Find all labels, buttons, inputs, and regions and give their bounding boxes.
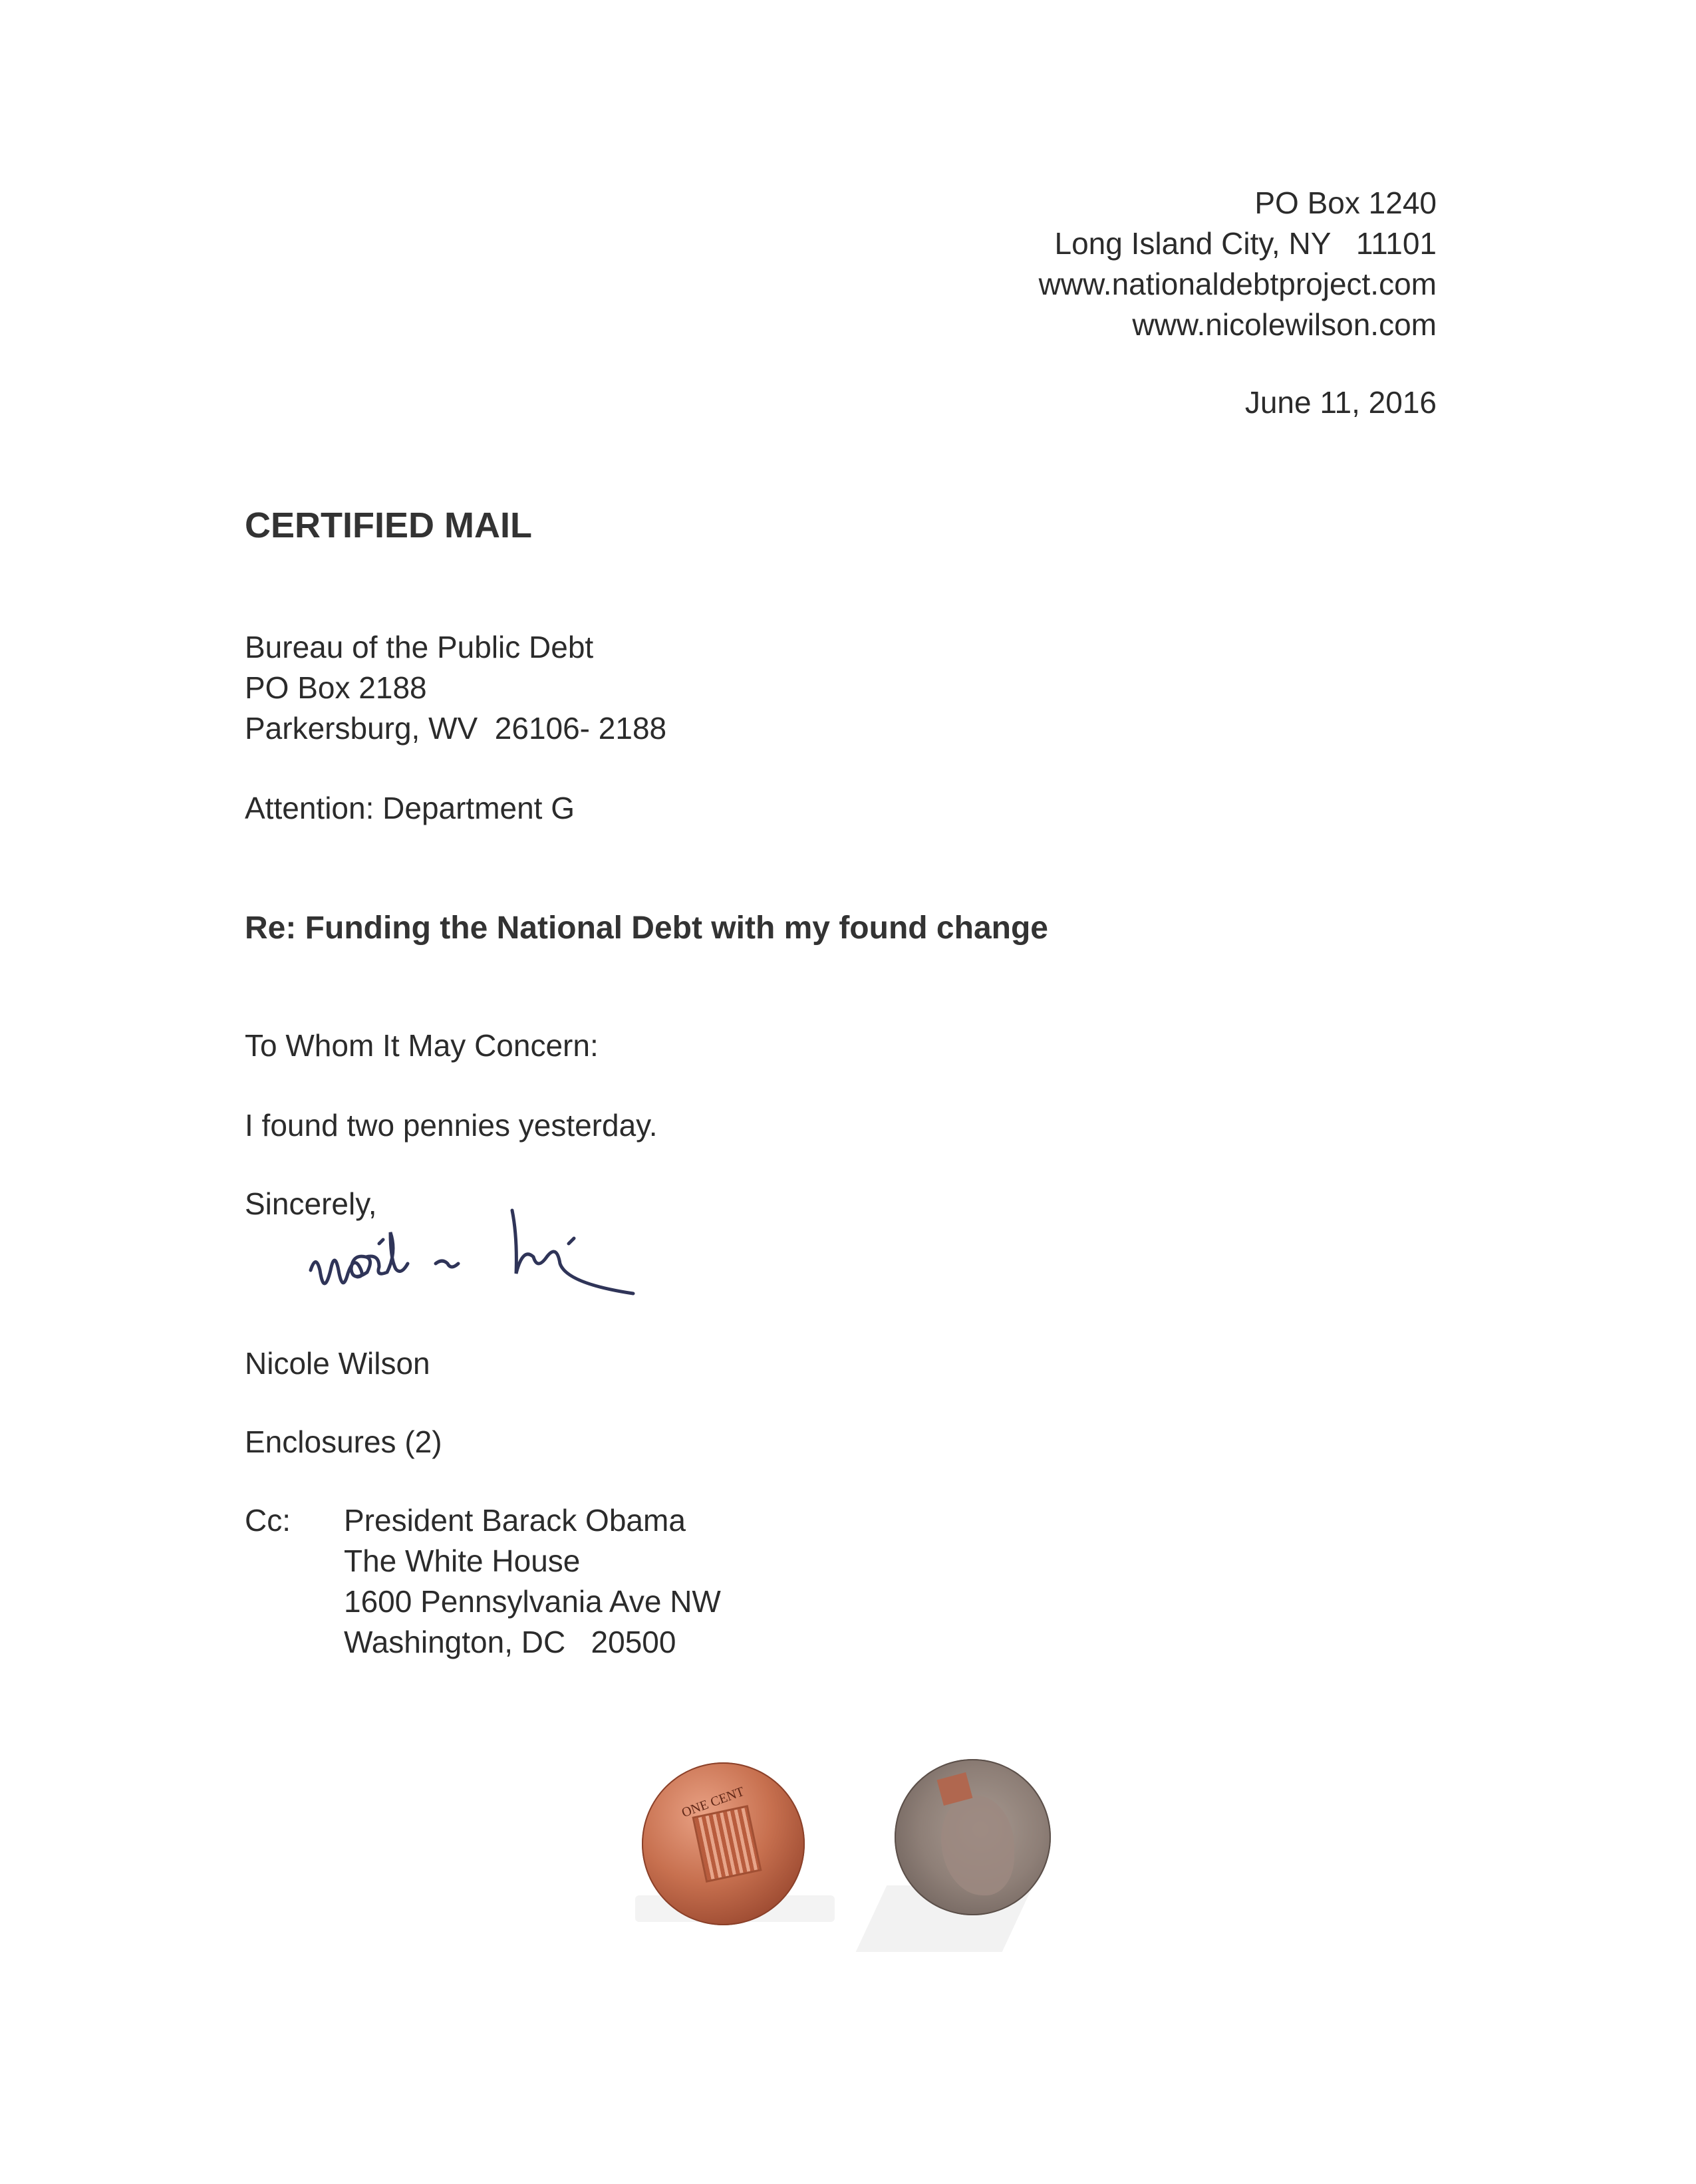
penny-reverse-image bbox=[642, 1762, 805, 1925]
attention-line: Attention: Department G bbox=[245, 791, 575, 825]
sender-line: PO Box 1240 bbox=[1254, 186, 1437, 220]
signature-image bbox=[303, 1197, 675, 1310]
sender-website-link: www.nationaldebtproject.com bbox=[1038, 267, 1437, 301]
cc-recipient bbox=[344, 1500, 721, 1663]
recipient-line: Parkersburg, WV 26106- 2188 bbox=[245, 711, 667, 746]
closing: Sincerely, bbox=[245, 1186, 377, 1221]
recipient-line: Bureau of the Public Debt bbox=[245, 630, 594, 664]
signer-name: Nicole Wilson bbox=[245, 1346, 430, 1381]
subject-line: Re: Funding the National Debt with my found change bbox=[245, 910, 1048, 946]
penny-obverse-image bbox=[895, 1759, 1051, 1915]
sender-website-link: www.nicolewilson.com bbox=[1132, 307, 1437, 342]
enclosures-note: Enclosures (2) bbox=[245, 1425, 442, 1459]
salutation: To Whom It May Concern: bbox=[245, 1028, 599, 1063]
cc-line: President Barack Obama bbox=[344, 1503, 686, 1538]
lincoln-bust-icon bbox=[941, 1796, 1014, 1895]
coin-rim-text: ONE CENT bbox=[680, 1784, 746, 1821]
sender-address bbox=[1039, 183, 1437, 345]
certified-mail-heading: CERTIFIED MAIL bbox=[245, 505, 532, 545]
recipient-address bbox=[245, 627, 666, 749]
cc-line: The White House bbox=[344, 1544, 581, 1578]
cc-line: 1600 Pennsylvania Ave NW bbox=[344, 1584, 721, 1619]
cc-line: Washington, DC 20500 bbox=[344, 1625, 676, 1659]
letter-date: June 11, 2016 bbox=[1244, 385, 1437, 420]
body-text: I found two pennies yesterday. bbox=[245, 1108, 658, 1143]
sender-line: Long Island City, NY 11101 bbox=[1054, 226, 1437, 261]
recipient-line: PO Box 2188 bbox=[245, 670, 427, 705]
cc-label: Cc: bbox=[245, 1503, 291, 1538]
